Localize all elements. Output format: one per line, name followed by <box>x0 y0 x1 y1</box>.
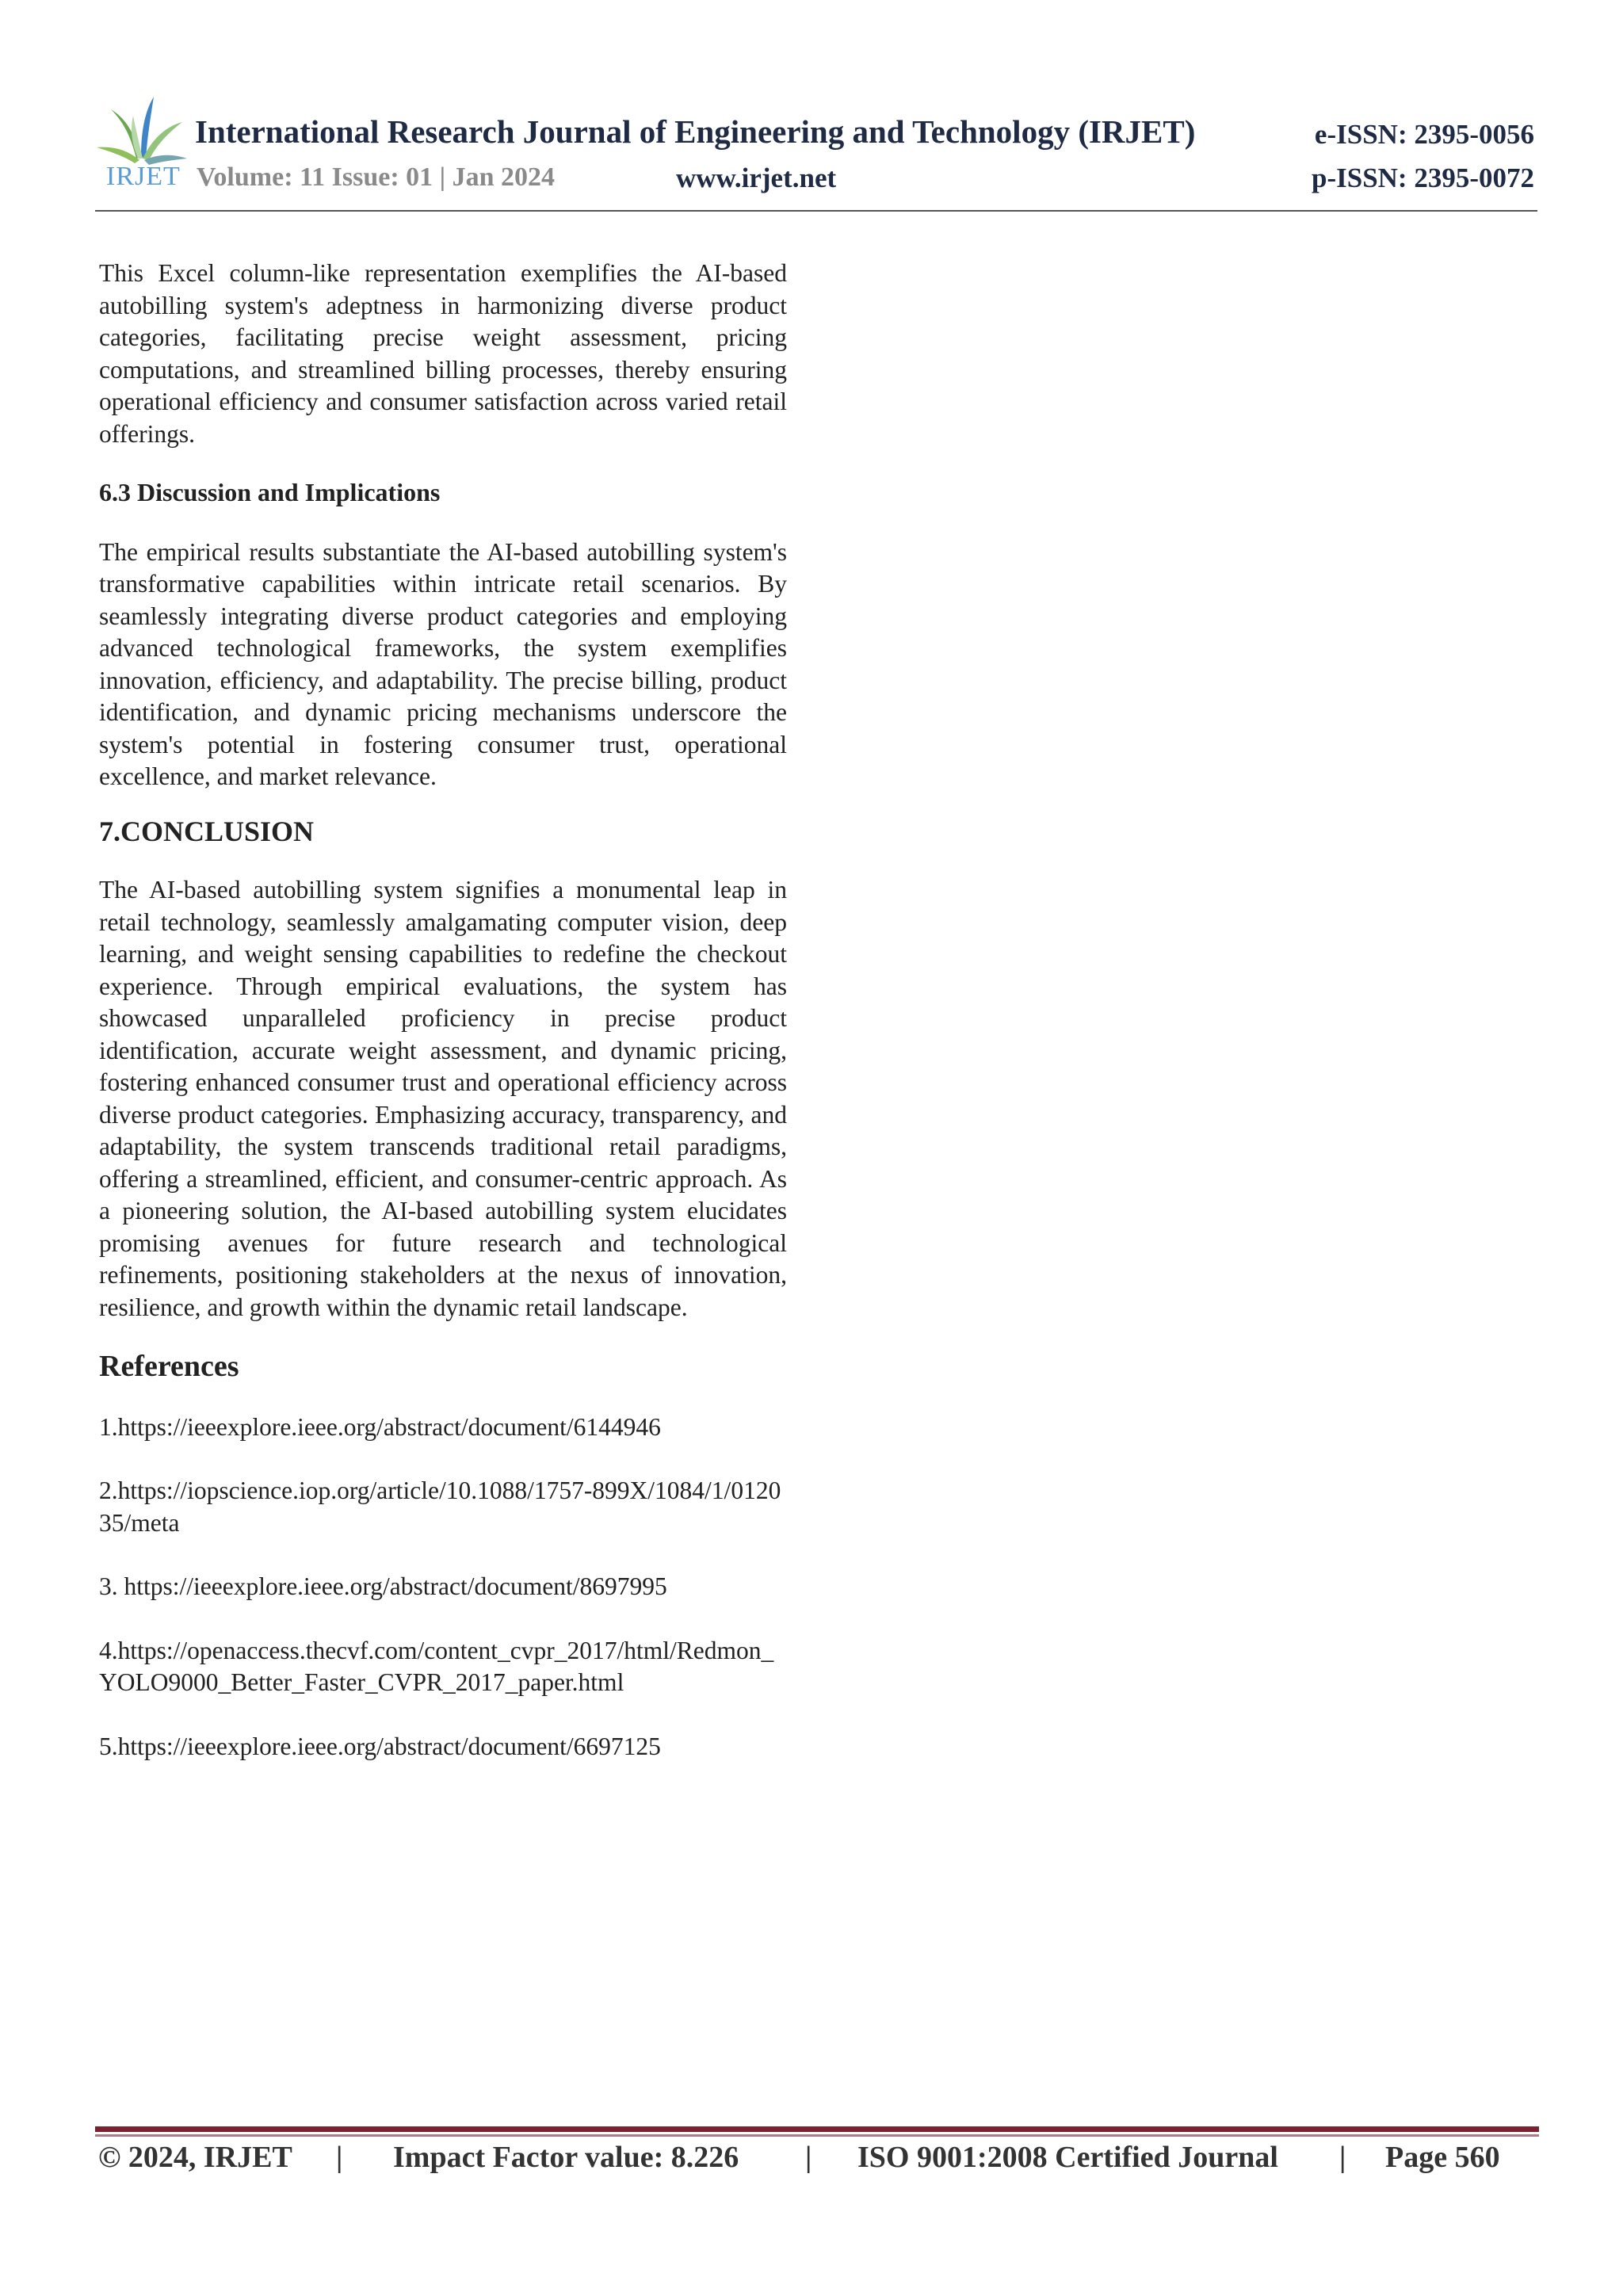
footer-copyright: © 2024, IRJET <box>98 2141 292 2174</box>
e-issn: e-ISSN: 2395-0056 <box>1314 119 1534 150</box>
section-6-3-heading: 6.3 Discussion and Implications <box>99 478 441 506</box>
conclusion-heading: 7.CONCLUSION <box>99 815 315 847</box>
header-divider <box>95 210 1537 212</box>
footer-impact-factor: Impact Factor value: 8.226 <box>393 2141 739 2174</box>
conclusion-paragraph: The AI-based autobilling system signifies a monumental leap in retail technology, seamlessly amalgamating computer vision, deep learning, and weight sensing capabilities to redefine the checkout experience. Through empirical evaluations, the system has showcased unparalleled proficiency in precise product identification, accurate weight assessment, and dynamic pricing, fostering enhanced consumer trust and operational efficiency across diverse product categories. Emphasizing accuracy, transparency, and adaptability, the system transcends traditional retail paradigms, offering a streamlined, efficient, and consumer-centric approach. As a pioneering solution, the AI-based autobilling system elucidates promising avenues for future research and technological refinements, positioning stakeholders at the nexus of innovation, resilience, and growth within the dynamic retail landscape. <box>99 876 787 1321</box>
footer-separator: | <box>805 2141 812 2174</box>
section-6-3-paragraph: The empirical results substantiate the AI-based autobilling system's transformative capabilities within intricate retail scenarios. By seamlessly integrating diverse product categories and employing advanced technological frameworks, the system exemplifies innovation, efficiency, and adaptability. The precise billing, product identification, and dynamic pricing mechanisms underscore the system's potential in fostering consumer trust, operational excellence, and market relevance. <box>99 537 787 790</box>
footer-divider <box>95 2126 1539 2132</box>
page-header <box>0 0 1623 216</box>
logo-text: IRJET <box>106 162 181 191</box>
footer-divider-thin <box>95 2134 1539 2137</box>
volume-issue: Volume: 11 Issue: 01 | Jan 2024 <box>197 162 556 192</box>
footer-separator: | <box>1339 2141 1346 2174</box>
p-issn: p-ISSN: 2395-0072 <box>1311 162 1534 193</box>
footer-iso: ISO 9001:2008 Certified Journal <box>857 2141 1278 2174</box>
footer-page-number: Page 560 <box>1385 2141 1500 2174</box>
intro-paragraph: This Excel column-like representation exemplifies the AI-based autobilling system's adeptness in harmonizing diverse product categories, facilitating precise weight assessment, pricing computations, and streamlined billing processes, thereby ensuring operational efficiency and consumer satisfaction across varied retail offerings. <box>99 259 787 448</box>
reference-item[interactable]: 3. https://ieeexplore.ieee.org/abstract/document/8697995 <box>99 1572 667 1600</box>
references-heading: References <box>99 1350 239 1383</box>
reference-item[interactable]: 5.https://ieeexplore.ieee.org/abstract/document/6697125 <box>99 1732 661 1760</box>
footer-separator: | <box>336 2141 343 2174</box>
journal-title: International Research Journal of Engineering and Technology (IRJET) <box>195 113 1196 150</box>
reference-item[interactable]: 1.https://ieeexplore.ieee.org/abstract/document/6144946 <box>99 1412 661 1441</box>
website-link[interactable]: www.irjet.net <box>676 162 837 193</box>
reference-item[interactable]: 2.https://iopscience.iop.org/article/10.1088/1757-899X/1084/1/012035/meta <box>99 1477 781 1537</box>
reference-item[interactable]: 4.https://openaccess.thecvf.com/content_cvpr_2017/html/Redmon_YOLO9000_Better_Faster_CVPR_2017_paper.html <box>99 1636 774 1696</box>
page-footer <box>98 2140 1509 2187</box>
left-column <box>99 258 787 1763</box>
